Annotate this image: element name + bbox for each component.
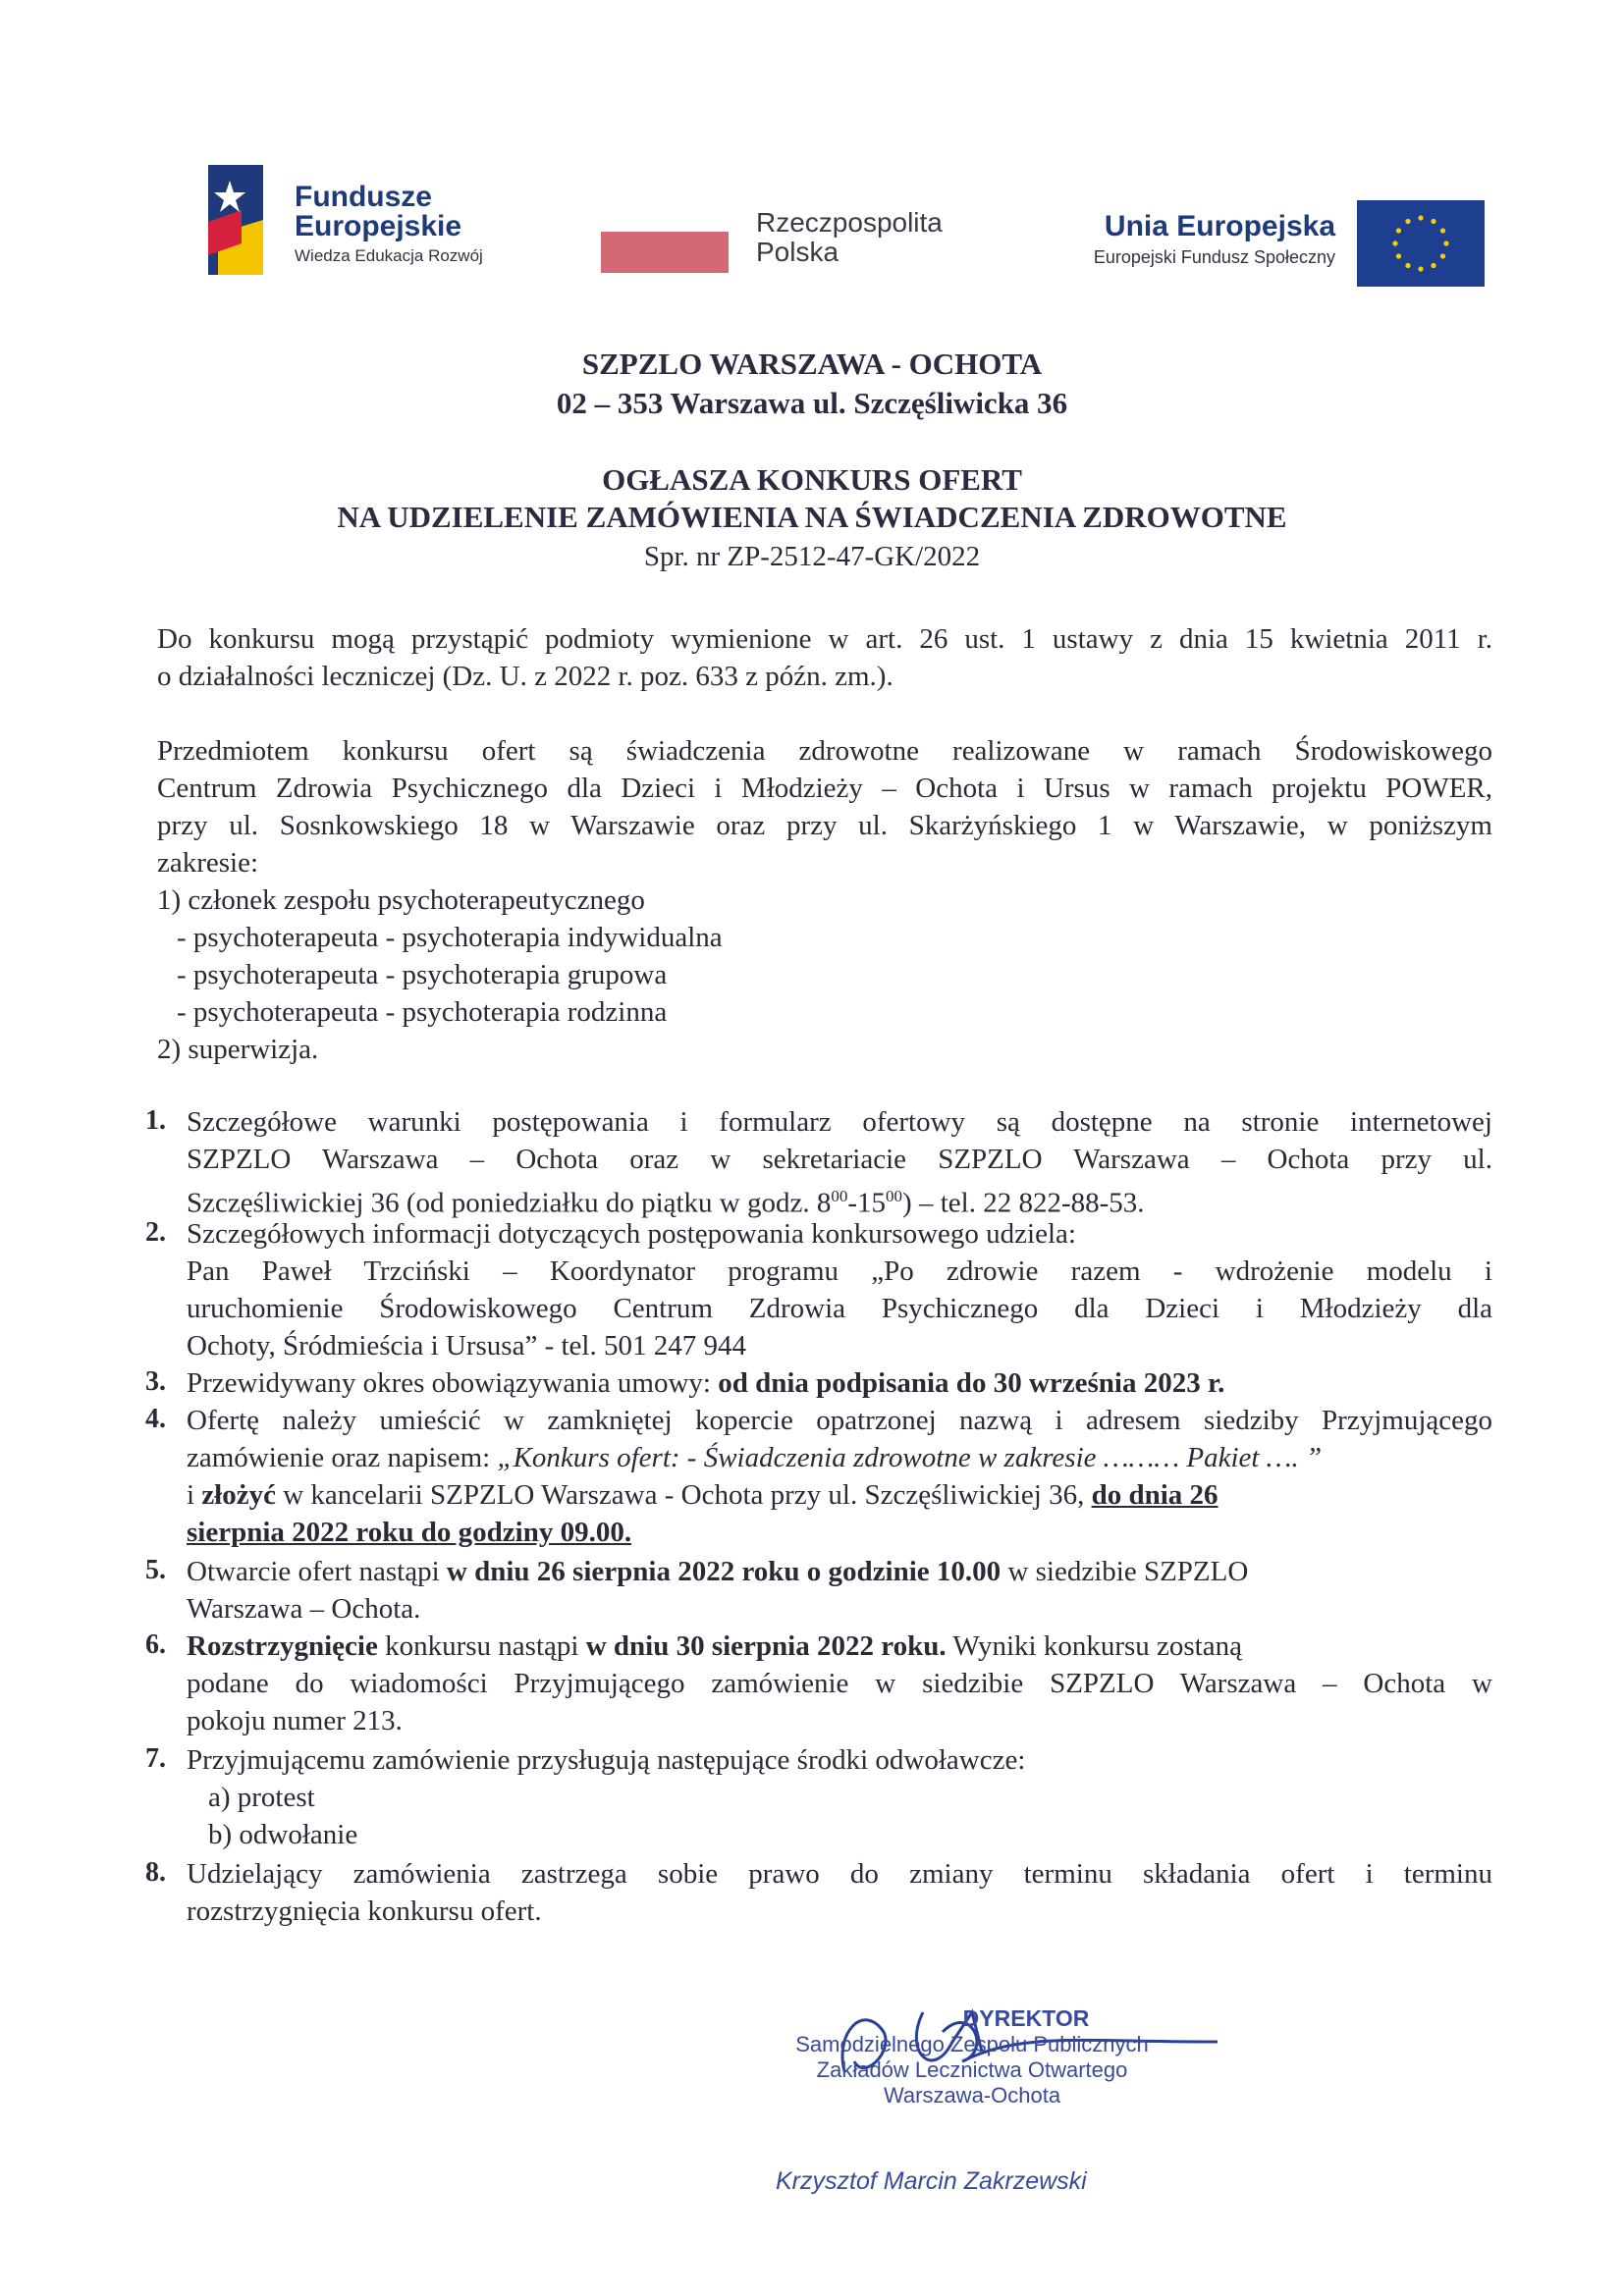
item-text-bold: złożyć: [201, 1479, 276, 1511]
item-number: 3.: [145, 1366, 166, 1397]
eu-star-icon: [1440, 253, 1445, 258]
ue-line1: Unia Europejska: [1104, 210, 1335, 242]
rp-line2: Polska: [756, 237, 839, 267]
item-number: 7.: [145, 1743, 166, 1774]
stamp-line: Samodzielnego Zespołu Publicznych: [795, 2032, 1149, 2056]
fe-line2: Europejskie: [295, 210, 462, 242]
item-line: [187, 1553, 1492, 1590]
item-text-bold: w dniu 26 sierpnia 2022 roku o godzinie 10.00: [446, 1556, 1001, 1587]
scope-subitem: - psychoterapeuta - psychoterapia rodzinna: [177, 996, 668, 1028]
item-6: [187, 1628, 1492, 1739]
item-text: w siedzibie SZPZLO: [1001, 1556, 1249, 1587]
hour-sup: 00: [886, 1187, 903, 1205]
eu-star-icon: [1431, 263, 1435, 268]
eu-star-icon: [1418, 215, 1423, 220]
remedy-item: a) protest: [208, 1782, 315, 1813]
intro-line: Do konkursu mogą przystąpić podmioty wymienione w art. 26 ust. 1 ustawy z dnia 15 kwietnia 2011 r.: [157, 623, 1492, 655]
reference-number: Spr. nr ZP-2512-47-GK/2022: [643, 541, 981, 572]
item-text-italic: „Konkurs ofert: - Świadczenia zdrowotne w zakresie ……… Pakiet …. ”: [497, 1442, 1323, 1473]
item-number: 2.: [145, 1217, 166, 1248]
item-text: i: [187, 1479, 202, 1511]
scope-subitem: - psychoterapeuta - psychoterapia indywidualna: [177, 922, 723, 953]
deadline-text: do dnia 26: [1091, 1479, 1218, 1511]
item-7: [187, 1741, 1492, 1853]
item-number: 5.: [145, 1555, 166, 1585]
intro-line: o działalności leczniczej (Dz. U. z 2022 r. poz. 633 z późn. zm.).: [157, 661, 893, 692]
item-line: Przyjmującemu zamówienie przysługują następujące środki odwoławcze:: [187, 1744, 1026, 1776]
hour-sup: 00: [831, 1187, 848, 1205]
eu-star-icon: [1443, 240, 1448, 245]
item-text: Otwarcie ofert nastąpi: [187, 1556, 447, 1587]
item-text: Szczęśliwickiej 36 (od poniedziałku do piątku w godz. 8: [187, 1187, 832, 1219]
item-text: konkursu nastąpi: [377, 1630, 586, 1662]
eu-flag-icon: [1357, 200, 1485, 287]
item-line: rozstrzygnięcia konkursu ofert.: [187, 1896, 542, 1927]
item-line: Szczegółowe warunki postępowania i formularz ofertowy są dostępne na stronie internetowej: [187, 1106, 1492, 1138]
director-name: Krzysztof Marcin Zakrzewski: [776, 2167, 1087, 2195]
subject-line: przy ul. Sosnkowskiego 18 w Warszawie oraz przy ul. Skarżyńskiego 1 w Warszawie, w poniższym: [157, 810, 1492, 841]
director-stamp: [727, 2004, 1218, 2109]
org-address: 02 – 353 Warszawa ul. Szczęśliwicka 36: [556, 386, 1068, 420]
item-line: Szczegółowych informacji dotyczących postępowania konkursowego udziela:: [187, 1218, 1076, 1250]
stamp-line: Warszawa-Ochota: [883, 2083, 1061, 2108]
item-line: Ofertę należy umieścić w zamkniętej kopercie opatrzonej nazwą i adresem siedziby Przyjmującego: [187, 1405, 1492, 1436]
item-5: [187, 1553, 1492, 1628]
item-number: 8.: [145, 1857, 166, 1888]
eu-star-icon: [1440, 228, 1445, 233]
ue-line2: Europejski Fundusz Społeczny: [1093, 247, 1335, 267]
item-line: [187, 1439, 1492, 1476]
eu-star-icon: [1431, 219, 1435, 224]
item-line: Warszawa – Ochota.: [187, 1593, 421, 1625]
item-text: w kancelarii SZPZLO Warszawa - Ochota przy ul. Szczęśliwickiej 36,: [275, 1479, 1092, 1511]
stamp-title: DYREKTOR: [962, 2005, 1090, 2031]
remedy-item: b) odwołanie: [208, 1819, 358, 1850]
item-line: podane do wiadomości Przyjmującego zamówienie w siedzibie SZPZLO Warszawa – Ochota w: [187, 1668, 1492, 1699]
item-text-bold: od dnia podpisania do 30 września 2023 r.: [718, 1367, 1225, 1399]
scope-item: 2) superwizja.: [157, 1034, 319, 1065]
item-line: SZPZLO Warszawa – Ochota oraz w sekretariacie SZPZLO Warszawa – Ochota przy ul.: [187, 1144, 1492, 1175]
item-line: [187, 1476, 1492, 1514]
subject-line: Przedmiotem konkursu ofert są świadczenia zdrowotne realizowane w ramach Środowiskowego: [157, 735, 1492, 767]
item-text: -15: [847, 1187, 887, 1219]
item-text-bold: Rozstrzygnięcie: [187, 1630, 378, 1662]
item-number: 6.: [145, 1629, 166, 1660]
item-8: [187, 1855, 1492, 1930]
announcement-title: OGŁASZA KONKURS OFERT: [602, 462, 1022, 497]
item-text: ) – tel. 22 822-88-53.: [902, 1187, 1145, 1219]
item-text: Przewidywany okres obowiązywania umowy:: [187, 1367, 719, 1399]
eu-star-icon: [1392, 240, 1397, 245]
org-name: SZPZLO WARSZAWA - OCHOTA: [581, 347, 1043, 381]
eu-star-icon: [1396, 228, 1401, 233]
deadline-text: sierpnia 2022 roku do godziny 09.00.: [187, 1517, 632, 1548]
item-line: Pan Paweł Trzciński – Koordynator programu „Po zdrowie razem - wdrożenie modelu i: [187, 1255, 1492, 1287]
item-text-bold: w dniu 30 sierpnia 2022 roku.: [585, 1630, 947, 1662]
item-line: uruchomienie Środowiskowego Centrum Zdrowia Psychicznego dla Dzieci i Młodzieży dla: [187, 1293, 1492, 1324]
item-line: Udzielający zamówienia zastrzega sobie prawo do zmiany terminu składania ofert i terminu: [187, 1858, 1492, 1890]
subject-paragraph: [157, 732, 1492, 1068]
item-number: 4.: [145, 1404, 166, 1434]
ue-logo-text: [1011, 210, 1335, 271]
item-2: [187, 1215, 1492, 1364]
announcement-subtitle: NA UDZIELENIE ZAMÓWIENIA NA ŚWIADCZENIA ZDROWOTNE: [337, 500, 1287, 534]
item-4: [187, 1402, 1492, 1551]
item-text: Wyniki konkursu zostaną: [946, 1630, 1242, 1662]
eu-star-icon: [1396, 253, 1401, 258]
item-3: [187, 1364, 1492, 1402]
fundusze-europejskie-logo-icon: [208, 165, 267, 281]
eu-star-icon: [1405, 219, 1410, 224]
fe-line1: Fundusze: [295, 181, 432, 213]
item-text: zamówienie oraz napisem:: [187, 1442, 498, 1473]
fe-logo-text: [295, 183, 483, 271]
scope-subitem: - psychoterapeuta - psychoterapia grupowa: [177, 959, 668, 990]
item-line: Ochoty, Śródmieścia i Ursusa” - tel. 501 247 944: [187, 1330, 746, 1362]
polish-flag-icon: [601, 232, 729, 273]
item-line: [187, 1364, 1492, 1402]
eu-star-icon: [1405, 263, 1410, 268]
intro-paragraph: [157, 620, 1492, 695]
subject-line: zakresie:: [157, 847, 259, 879]
fe-line3: Wiedza Edukacja Rozwój: [295, 246, 483, 265]
item-line: [187, 1628, 1492, 1665]
logo-bar: [0, 0, 1624, 314]
eu-star-icon: [1418, 266, 1423, 271]
item-1: [187, 1103, 1492, 1222]
item-line: pokoju numer 213.: [187, 1705, 403, 1736]
scope-item: 1) członek zespołu psychoterapeutycznego: [157, 884, 645, 916]
rp-logo-text: [756, 208, 943, 267]
item-number: 1.: [145, 1105, 166, 1136]
subject-line: Centrum Zdrowia Psychicznego dla Dzieci i Młodzieży – Ochota i Ursus w ramach projektu POWER,: [157, 773, 1492, 804]
stamp-line: Zakładów Lecznictwa Otwartego: [816, 2057, 1128, 2082]
rp-line1: Rzeczpospolita: [756, 207, 943, 238]
